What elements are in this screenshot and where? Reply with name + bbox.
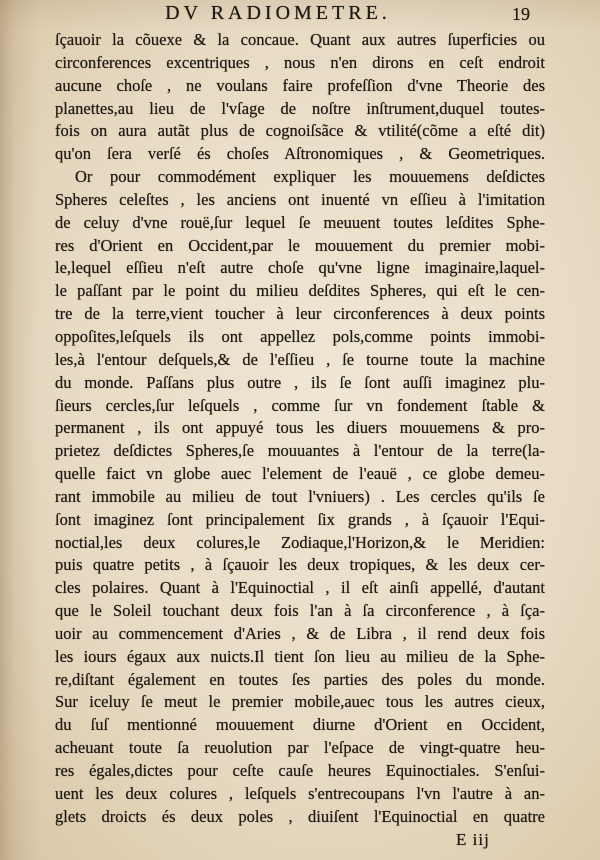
text-line: re,diſtant également en toutes ſes parties des poles du monde.	[55, 669, 545, 689]
text-line: ſieurs cercles,ſur leſquels , comme ſur vn fondement ſtable &	[55, 395, 545, 415]
text-line: uent les deux colures , leſquels s'entrecoupans l'vn l'autre à an-	[55, 783, 545, 803]
text-line: tre de la terre,vient toucher à leur circonferences à deux points	[55, 304, 545, 324]
text-line: circonferences excentriques , nous n'en dirons en ceſt endroit	[55, 52, 545, 72]
text-line: oppoſites,leſquels ils ont appellez pols,comme points immobi-	[55, 326, 545, 346]
text-line: les,à l'entour deſquels,& de l'eſſieu , ſe tourne toute la machine	[55, 349, 545, 369]
text-line: les iours égaux aux nuicts.Il tient ſon lieu au milieu de la Sphe-	[55, 646, 545, 666]
text-line: res d'Orient en Occident,par le mouuement du premier mobi-	[55, 235, 545, 255]
text-block	[55, 29, 545, 829]
text-line: fois on aura autãt plus de cognoiſsãce & vtilité(cõme a eſté dit)	[55, 121, 545, 141]
text-line: acheuant toute ſa reuolution par l'eſpace de vingt-quatre heu-	[55, 738, 545, 758]
text-line: aucune choſe , ne voulans faire profeſſion d'vne Theorie des	[55, 75, 545, 95]
text-line: puis quatre petits , à ſçauoir les deux tropiques, & les deux cer-	[55, 555, 545, 575]
signature-mark: E iij	[456, 830, 490, 849]
text-line: ſont imaginez ſont principalement ſix grands , à ſçauoir l'Equi-	[55, 509, 545, 529]
text-line: planettes,au lieu de l'vſage de noſtre inſtrument,duquel toutes-	[55, 98, 545, 118]
text-line: noctial,les deux colures,le Zodiaque,l'Horizon,& le Meridien:	[55, 532, 545, 552]
running-title: DV RADIOMETRE.	[165, 2, 391, 24]
page-number: 19	[512, 4, 530, 24]
text-line: qu'on ſera verſé és choſes Aſtronomiques , & Geometriques.	[55, 144, 545, 164]
text-line: res égales,dictes pour ceſte cauſe heures Equinoctiales. S'enſui-	[55, 761, 545, 780]
text-line: quelle faict vn globe auec l'element de l'eauë , ce globe demeu-	[55, 464, 545, 484]
text-line: du ſuſ mentionné mouuement diurne d'Orient en Occident,	[55, 715, 545, 735]
text-line: Sur iceluy ſe meut le premier mobile,auec tous les autres cieux,	[55, 692, 545, 712]
text-line: le,lequel eſſieu n'eſt autre choſe qu'vne ligne imaginaire,laquel-	[55, 258, 545, 278]
text-line: prietez deſdictes Spheres,ſe mouuantes à l'entour de la terre(la-	[55, 441, 545, 461]
text-line: uoir au commencement d'Aries , & de Libra , il rend deux fois	[55, 623, 545, 643]
text-line: rant immobile au milieu de tout l'vniuers) . Les cercles qu'ils ſe	[55, 486, 545, 506]
text-line: de celuy d'vne rouë,ſur lequel ſe meuuent toutes leſdites Sphe-	[55, 212, 545, 232]
text-line: ſçauoir la cõuexe & la concaue. Quant aux autres ſuperficies ou	[55, 30, 545, 49]
text-line: du monde. Paſſans plus outre , ils ſe ſont auſſi imaginez plu-	[55, 372, 545, 392]
text-line: que le Soleil touchant deux fois l'an à ſa circonference , à ſça-	[55, 601, 545, 621]
text-line: cles polaires. Quant à l'Equinoctial , il eſt ainſi appellé, d'autant	[55, 578, 545, 598]
text-line: permanent , ils ont appuyé tous les diuers mouuemens & pro-	[55, 418, 545, 438]
text-line: Spheres celeſtes , les anciens ont inuenté vn eſſieu à l'imitation	[55, 189, 545, 209]
text-line: le paſſant par le point du milieu deſdites Spheres, qui eſt le cen-	[55, 281, 545, 301]
text-line: glets droicts és deux poles , diuiſent l'Equinoctial en quatre	[55, 806, 545, 826]
text-line: Or pour commodément expliquer les mouuemens deſdictes	[75, 167, 545, 187]
